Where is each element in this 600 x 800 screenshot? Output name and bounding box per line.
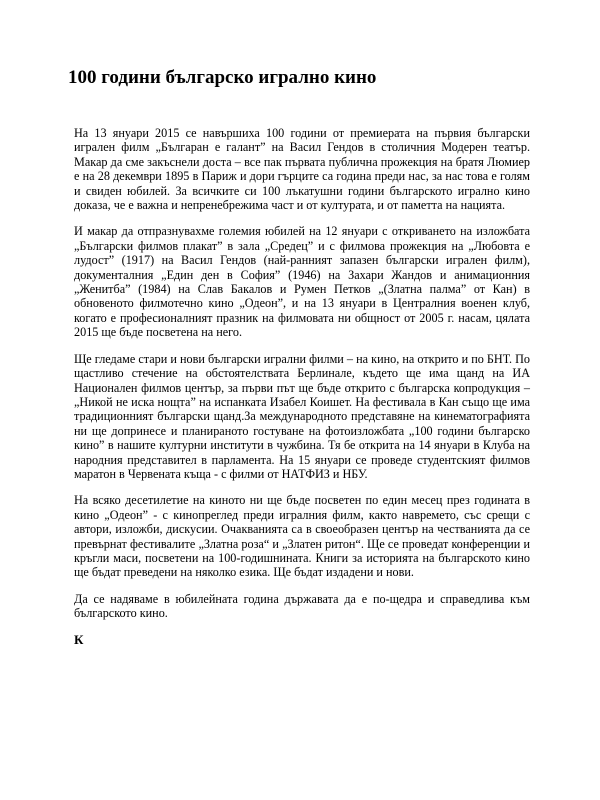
paragraph-1: На 13 януари 2015 се навършиха 100 години от премиерата на първия български игрален филм „Българан е галант” на Васил Гендов в столичния Модерен театър. Макар да сме закъснели доста – все пак първата публична прожекция на братя Люмиер е на 28 декември 1895 в Париж и дори гърците са година преди нас, за нас това е голям и свиден юбилей. За всичките си 100 лъкатушни години българското игрално кино доказа, че е важна и непренебрежима част и от културата, и от паметта на нацията. [74,126,530,213]
document-body [74,126,530,647]
paragraph-2: И макар да отпразнувахме големия юбилей на 12 януари с откриването на изложбата „Български филмов плакат” в зала „Средец” и с филмова прожекция на „Любовта е лудост” (1917) на Васил Гендов (най-ранният запазен български игрален филм), документалния „Един ден в София” (1946) на Захари Жандов и анимационния „Женитба” (1984) на Слав Бакалов и Румен Петков „(Златна палма” от Кан) в обновеното филмотечно кино „Одеон”, и на 13 януари в Централния военен клуб, когато е професионалният празник на филмовата ни общност от 2005 г. насам, цялата 2015 ще бъде посветена на него. [74,224,530,340]
document-title: 100 години българско игрално кино [68,67,377,88]
paragraph-4: На всяко десетилетие на киното ни ще бъде посветен по един месец през годината в кино „Одеон” - с кинопреглед преди игралния филм, както навремето, със срещи с автори, изложби, дискусии. Очакванията са в своеобразен център на честванията да се превърнат фестивалите „Златна роза“ и „Златен ритон“. Ще се проведат конференции и кръгли маси, посветени на 100-годишнината. Книги за историята на българското кино ще бъдат преведени на няколко езика. Ще бъдат издадени и нови. [74,493,530,580]
author-initial: К [74,631,84,647]
paragraph-5: Да се надяваме в юбилейната година държавата да е по-щедра и справедлива към българското кино. [74,591,530,621]
paragraph-3: Ще гледаме стари и нови български игрални филми – на кино, на открито и по БНТ. По щастливо стечение на обстоятелствата Берлинале, където ще има щанд на ИА Национален филмов център, за първи път ще бъде открито с българска копродукция – „Никой не иска нощта” на испанката Изабел Коишет. На фестивала в Кан също ще има традиционният български щанд.За международното представяне на кинематографията ни ще допринесе и планираното гостуване на фотоизложбата „100 години българско кино” в нашите културни институти в чужбина. Тя бе открита на 14 януари в Клуба на народния представител в парламента. На 15 януари се проведе студентският филмов маратон в Червената къща - с филми от НАТФИЗ и НБУ. [74,351,530,481]
